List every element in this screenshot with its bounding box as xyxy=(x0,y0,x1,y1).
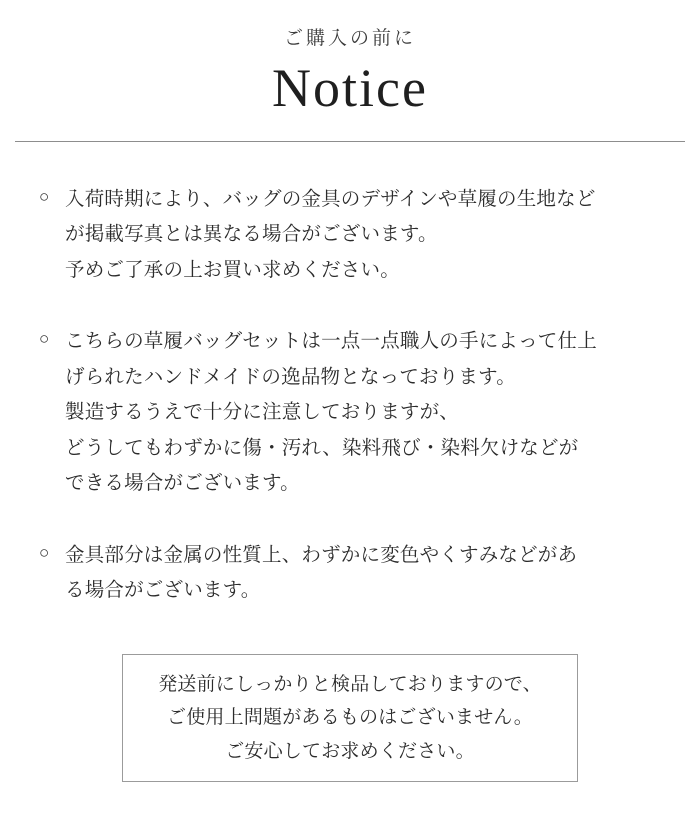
assurance-line: ご安心してお求めください。 xyxy=(225,740,475,762)
list-item xyxy=(39,182,661,288)
note-line: げられたハンドメイドの逸品物となっております。 xyxy=(65,365,516,388)
note-line: る場合がございます。 xyxy=(65,579,261,602)
list-item xyxy=(39,324,661,501)
header-kicker: ご購入の前に xyxy=(283,28,416,49)
note-line xyxy=(39,538,661,573)
list-item xyxy=(39,538,661,609)
note-line: 予めご了承の上お買い求めください。 xyxy=(65,258,400,281)
assurance-line: 発送前にしっかりと検品しておりますので、 xyxy=(158,674,542,696)
page-header xyxy=(0,0,700,142)
note-line xyxy=(39,182,661,217)
bullet-icon: ○ xyxy=(39,542,50,562)
note-line xyxy=(39,324,661,359)
bullet-icon: ○ xyxy=(39,329,50,349)
notice-list xyxy=(39,142,661,609)
note-text: 入荷時期により、バッグの金具のデザインや草履の生地など xyxy=(65,187,596,210)
note-line: が掲載写真とは異なる場合がございます。 xyxy=(65,223,438,246)
note-line: できる場合がございます。 xyxy=(65,472,300,495)
assurance-line: ご使用上問題があるものはございません。 xyxy=(167,707,533,729)
assurance-box xyxy=(122,654,578,782)
page-title: Notice xyxy=(272,57,428,118)
note-line: どうしてもわずかに傷・汚れ、染料飛び・染料欠けなどが xyxy=(65,436,579,459)
note-text: こちらの草履バッグセットは一点一点職人の手によって仕上 xyxy=(65,330,597,353)
note-line: 製造するうえで十分に注意しておりますが、 xyxy=(65,401,460,424)
note-text: 金具部分は金属の性質上、わずかに変色やくすみなどがあ xyxy=(65,543,578,566)
bullet-icon: ○ xyxy=(39,186,50,206)
